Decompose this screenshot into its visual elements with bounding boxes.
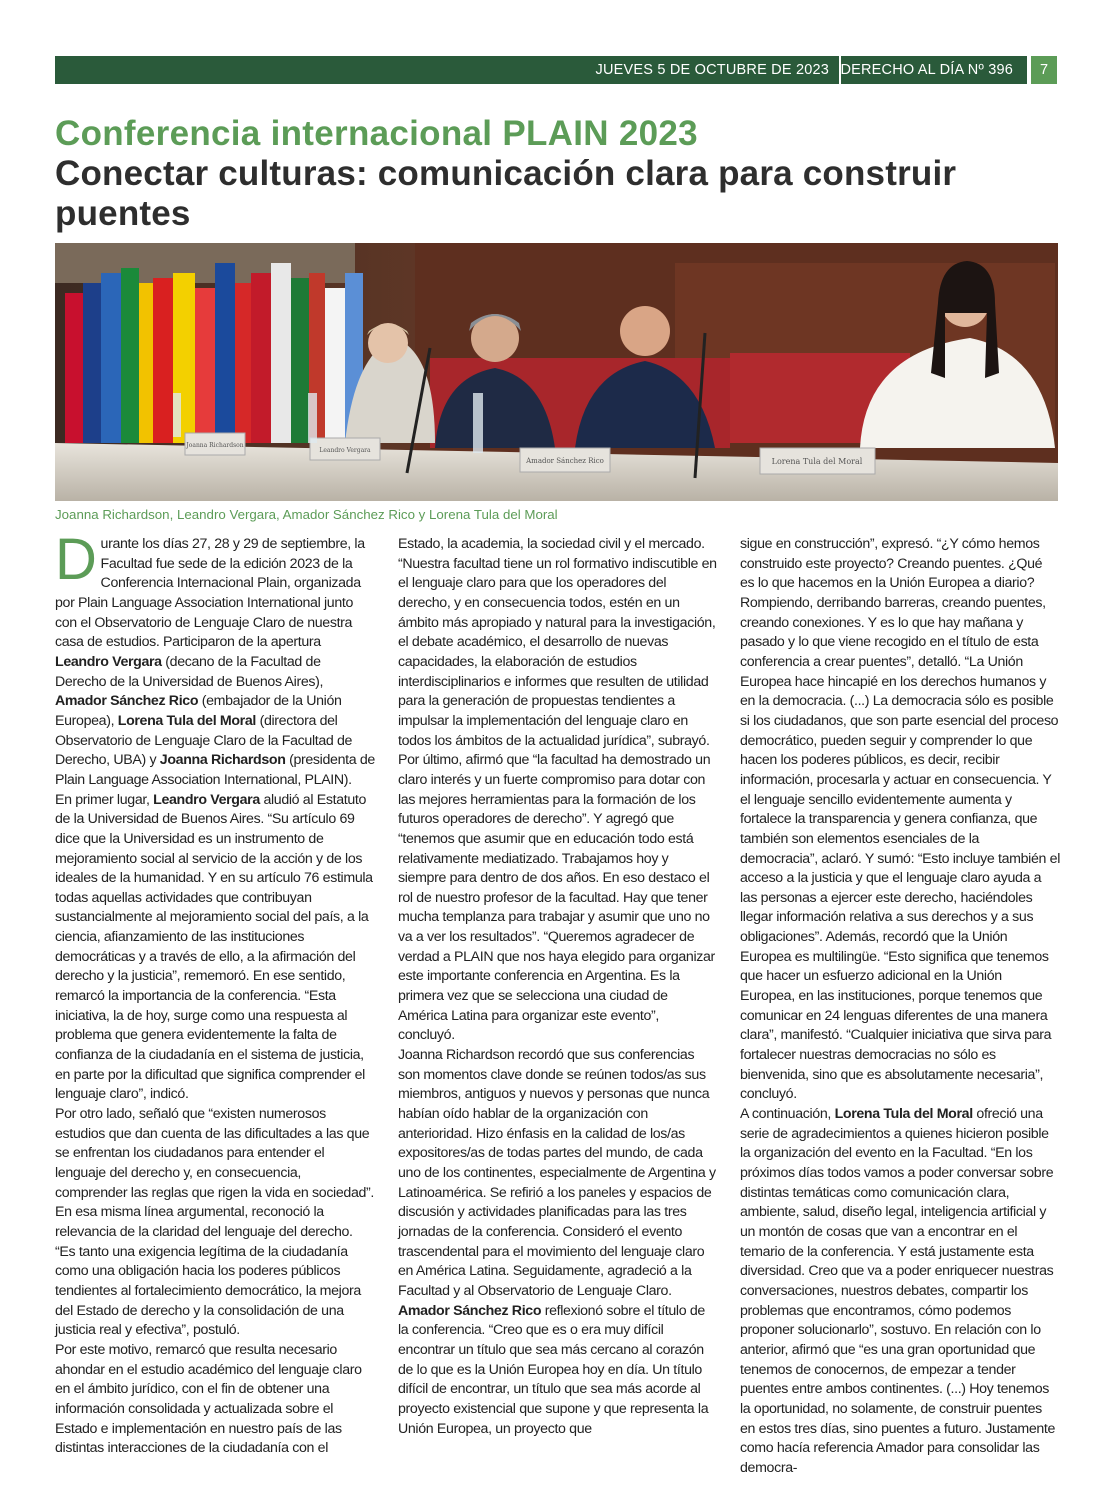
panel-photo-illustration: [55, 243, 1058, 501]
paragraph: Por último, afirmó que “la facultad ha demostrado un claro interés y un fuerte compromiso para dotar con las mejores herramientas para la formación de los futuros operadores de derecho”. Y agregó que “tenemos que asumir que en educación todo está relativamente mediatizado. Trabajamos hoy y siempre para dentro de dos años. En eso destaco el rol de nuestro profesor de la facultad. Hay que tener mucha templanza para trabajar y asumir que uno no va a ver los resultados”. “Queremos agradecer de verdad a PLAIN que nos haya elegido para organizar este importante conferencia en Argentina. Es la primera vez que se selecciona una ciudad de América Latina para organizar este evento”, concluyó.: [398, 752, 715, 1044]
issue-number: DERECHO AL DÍA Nº 396: [840, 62, 1013, 78]
drop-cap: D: [55, 527, 97, 592]
paragraph: [55, 527, 375, 791]
text-run: (directora del Observatorio de Lenguaje Claro de la Facultad de Derecho, UBA) y: [55, 712, 353, 769]
person-name: Leandro Vergara: [153, 791, 260, 808]
person-name: Leandro Vergara: [55, 653, 162, 670]
paragraph: [398, 1302, 718, 1440]
paragraph: Por este motivo, remarcó que resulta necesario ahondar en el estudio académico del lenguaje claro en el ámbito jurídico, con el fin de obtener una información consolidada y actualizada sobre el Estado e implementación en nuestro país de las distintas interacciones de la ciudadanía con el: [55, 1341, 362, 1457]
text-run: (decano de la Facultad de Derecho de la Universidad de Buenos Aires),: [55, 653, 324, 690]
person-name: Joanna Richardson: [159, 752, 286, 769]
article-column-2: [398, 535, 718, 1439]
text-run: En primer lugar,: [55, 791, 154, 808]
paragraph: Estado, la academia, la sociedad civil y el mercado. “Nuestra facultad tiene un rol formativo indiscutible en el lenguaje claro para que los operadores del derecho, y en consecuencia todos, estén en un ámbito más apropiado y natural para la investigación, el debate académico, el desarrollo de nuevas capacidades, la elaboración de estudios interdisciplinarios e informes que resulten de utilidad para la generación de propuestas tendientes a impulsar la implementación del lenguaje claro en todos los ámbitos de la actualidad jurídica”, subrayó.: [398, 536, 717, 749]
header-bar: [55, 56, 1027, 84]
person-name: Amador Sánchez Rico: [398, 1302, 542, 1319]
placard-4: Lorena Tula del Moral: [771, 457, 863, 466]
text-run: reflexionó sobre el título de la conferencia. “Creo que es o era muy difícil encontrar un título que sea más cercano al corazón de lo que es la Unión Europea hoy en día. Un título difícil de encontrar, un título que sea más acorde al proyecto existencial que supone y que representa la Unión Europea, un proyecto que: [398, 1302, 709, 1437]
article-kicker: Conferencia internacional PLAIN 2023: [55, 114, 698, 153]
issue-date: JUEVES 5 DE OCTUBRE DE 2023: [595, 62, 829, 78]
text-run: ofreció una serie de agradecimientos a quienes hicieron posible la organización del evento en la Facultad. “En los próximos días todos vamos a poder conversar sobre distintas temáticas como comunicación clara, ambiente, salud, diseño legal, inteligencia artificial y un montón de cosas que van a encontrar en el temario de la conferencia. Y está justamente esta diversidad. Creo que va a poder enriquecer nuestras conversaciones, nuestros debates, compartir los problemas que encontramos, cómo podemos proponer solucionarlo”, sostuvo. En relación con lo anterior, afirmó que “es una gran oportunidad que tenemos de conocernos, de empezar a tender puentes entre ambos continentes. (...) Hoy tenemos la oportunidad, no solamente, de construir puentes en estos tres días, sino puentes a futuro. Justamente como hacía referencia Amador para consolidar las democra-: [740, 1106, 1056, 1476]
article-photo: [55, 243, 1058, 501]
person-name: Amador Sánchez Rico: [55, 693, 199, 710]
placard-3: Amador Sánchez Rico: [526, 457, 604, 465]
text-run: urante los días 27, 28 y 29 de septiembre, la Facultad fue sede de la edición 2023 de la Conferencia Internacional Plain, organizada por Plain Language Association International junto con el Observatorio de Lenguaje Claro de nuestra casa de estudios. Participaron de la apertura: [55, 536, 365, 651]
person-name: Lorena Tula del Moral: [834, 1106, 973, 1123]
paragraph: [740, 1105, 1060, 1478]
paragraph: Por otro lado, señaló que “existen numerosos estudios que dan cuenta de las dificultades a las que se enfrentan los ciudadanos para entender el lenguaje del derecho y, en consecuencia, comprender las reglas que rigen la vida en sociedad”. En esa misma línea argumental, reconoció la relevancia de la claridad del lenguaje del derecho. “Es tanto una exigencia legítima de la ciudadanía como una obligación hacia los poderes públicos tendientes al fortalecimiento democrático, la mejora del Estado de derecho y la consolidación de una justicia real y efectiva”, postuló.: [55, 1106, 374, 1339]
text-run: aludió al Estatuto de la Universidad de Buenos Aires. “Su artículo 69 dice que la Universidad es un instrumento de mejoramiento social al servicio de la acción y de los ideales de la humanidad. Y en su artículo 76 estimula todas aquellas actividades que contribuyan sustancialmente al mejoramiento social del país, a la ciencia, afianzamiento de las instituciones democráticas y a través de ello, a la afirmación del derecho y la justicia”, rememoró. En ese sentido, remarcó la importancia de la conferencia. “Esta iniciativa, la de hoy, surge como una respuesta al problema que genera evidentemente la falta de confianza de la ciudadanía en el sistema de justicia, en parte por la dificultad que significa comprender el lenguaje claro”, indicó.: [55, 791, 373, 1103]
article-column-1: [55, 527, 375, 1459]
person-name: Lorena Tula del Moral: [117, 712, 256, 729]
paragraph: sigue en construcción”, expresó. “¿Y cómo hemos construido este proyecto? Creando puentes. ¿Qué es lo que hacemos en la Unión Europea a diario? Rompiendo, derribando barreras, creando puentes, creando conexiones. Y es lo que hay mañana y pasado y lo que viene recogido en el título de esta conferencia a crear puentes”, detalló. “La Unión Europea hace hincapié en los derechos humanos y en la democracia. (...) La democracia sólo es posible si los ciudadanos, que son parte esencial del proceso democrático, pueden seguir y comprender lo que hacen los poderes públicos, es decir, recibir información, procesarla y actuar en consecuencia. Y el lenguaje sencillo evidentemente aumenta y fortalece la transparencia y genera confianza, que también son elementos esenciales de la democracia”, aclaró. Y sumó: “Esto incluye también el acceso a la justicia y que el lenguaje claro ayuda a las personas a ejercer este derecho, haciéndoles llegar información relativa a sus derechos y a sus obligaciones”. Además, recordó que la Unión Europea es multilingüe. “Esto significa que tenemos que hacer un esfuerzo adicional en la Unión Europea, en las instituciones, porque tenemos que comunicar en 24 lenguas diferentes de una manera clara”, manifestó. “Cualquier iniciativa que sirva para fortalecer nuestras democracias no sólo es bienvenida, sino que es absolutamente necesaria”, concluyó.: [740, 536, 1061, 1103]
text-run: (embajador de la Unión Europea),: [55, 693, 342, 729]
placard-1: Joanna Richardson: [186, 442, 244, 449]
page-number: 7: [1031, 56, 1057, 84]
text-run: (presidenta de Plain Language Association International, PLAIN).: [55, 752, 375, 788]
paragraph: [55, 791, 375, 1106]
photo-caption: Joanna Richardson, Leandro Vergara, Amador Sánchez Rico y Lorena Tula del Moral: [55, 507, 558, 522]
placard-2: Leandro Vergara: [319, 447, 371, 454]
article-headline: Conectar culturas: comunicación clara para construir puentes: [55, 154, 957, 233]
article-column-3: [740, 535, 1060, 1479]
paragraph: Joanna Richardson recordó que sus conferencias son momentos clave donde se reúnen todos/as sus miembros, antiguos y nuevos y personas que nunca habían oído hablar de la organización con anterioridad. Hizo énfasis en la calidad de los/as expositores/as de todas partes del mundo, de cada uno de los continentes, especialmente de Argentina y Latinoamérica. Se refirió a los paneles y espacios de discusión y actividades planificadas para las tres jornadas de la conferencia. Consideró el evento trascendental para el movimiento del lenguaje claro en América Latina. Seguidamente, agradeció a la Facultad y al Observatorio de Lenguaje Claro.: [398, 1047, 716, 1299]
text-run: A continuación,: [740, 1106, 835, 1123]
